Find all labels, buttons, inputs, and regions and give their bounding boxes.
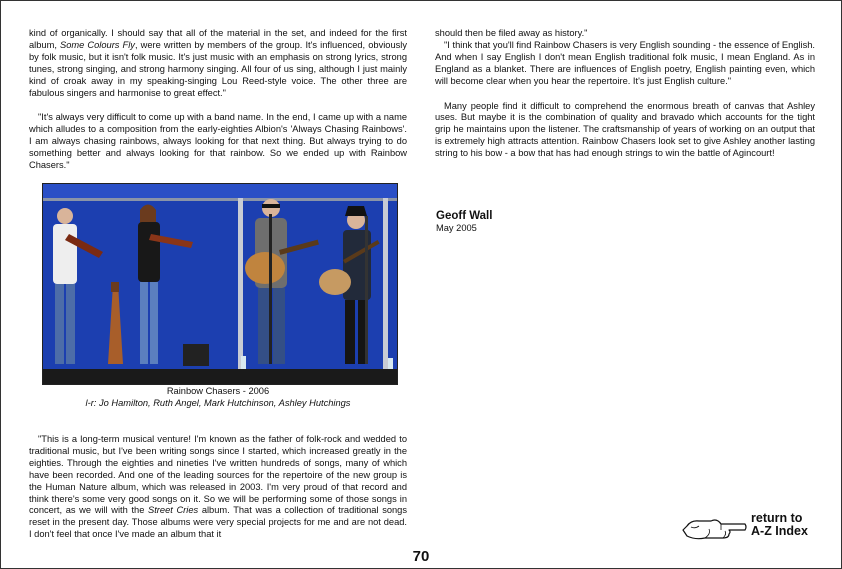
article-date: May 2005 [436,223,477,233]
paragraph-band-name: "It's always very difficult to come up with a band name. In the end, I came up with a name which alludes to a composition from the early-eighties Albion's 'Always Chasing Rainbows'. I am always chasing rainbows, always looking for that next thing. But always trying to do something better and always looking for that rainbow. So we ended up with Rainbow Chasers." [29,112,407,171]
return-to-index-label[interactable]: return to A-Z Index [751,511,808,538]
paragraph-english-sounding: "I think that you'll find Rainbow Chasers is very English sounding - the essence of English. And when I say English I don't mean English traditional folk music, I mean England. As in England as a blanket. There are influences of English poetry, English painting even, which will become clear when you hear the repertoire. It's just English culture." [435,39,815,86]
band-photo-illustration [43,184,397,384]
paragraph-organically: kind of organically. I should say that all of the material in the set, and indeed for the first album, Some Colours Fly, were written by members of the group. It's influenced, obviously by folk music, but it isn't folk music. It's just music with an emphasis on strong lyrics, strong tunes, strong singing, and strong harmony singing. All four of us sing, although I just mainly kind of croak away in my speaking-singing Lou Reed-style voice. The other three are fabulous singers and harmonise to great effect." [29,28,407,98]
paragraph-long-term-venture: "This is a long-term musical venture! I'm known as the father of folk-rock and wedded to traditional music, but I've been writing songs since I started, which increased greatly in the eighties. Through the eighties and nineties I've written hundreds of songs, many of which have been recorded. And one of the leading sources for the repertoire of the new group is the Human Nature album, which was released in 2003. I'm very proud of that record and think there's some very good songs on it. So we will be performing some of those songs in concert, as we will with the Street Cries album. That was a collection of traditional songs reset in the present day. Those albums were very special projects for me and are not dead. I don't feel that once I've made an album that it [29,434,408,540]
author-name: Geoff Wall [436,210,493,222]
album-title-some-colours-fly: Some Colours Fly [60,39,135,50]
left-column-bottom [29,434,407,541]
paragraph-canvas: Many people find it difficult to comprehend the enormous breath of canvas that Ashley uses. But maybe it is the combination of quality and bravado which accounts for the tight grip he maintains upon the listener. The craftsmanship of years of working on an output that is extremely high attracts attention. Rainbow Chasers look set to give Ashley another lasting string to his bow - a bow that has had enough strings to win the battle of Agincourt! [435,100,815,159]
pointing-hand-icon [681,514,747,542]
right-column [435,28,815,173]
photo-caption-title: Rainbow Chasers - 2006 [166,386,270,396]
paragraph-filed-away: should then be filed away as history." [435,28,588,38]
page-number: 70 [412,548,430,565]
band-photo [42,183,398,385]
photo-caption-names: l-r: Jo Hamilton, Ruth Angel, Mark Hutchinson, Ashley Hutchings [85,398,351,408]
album-title-street-cries: Street Cries [148,505,199,516]
return-to-index-link[interactable] [681,510,821,546]
left-column-top [29,28,407,185]
